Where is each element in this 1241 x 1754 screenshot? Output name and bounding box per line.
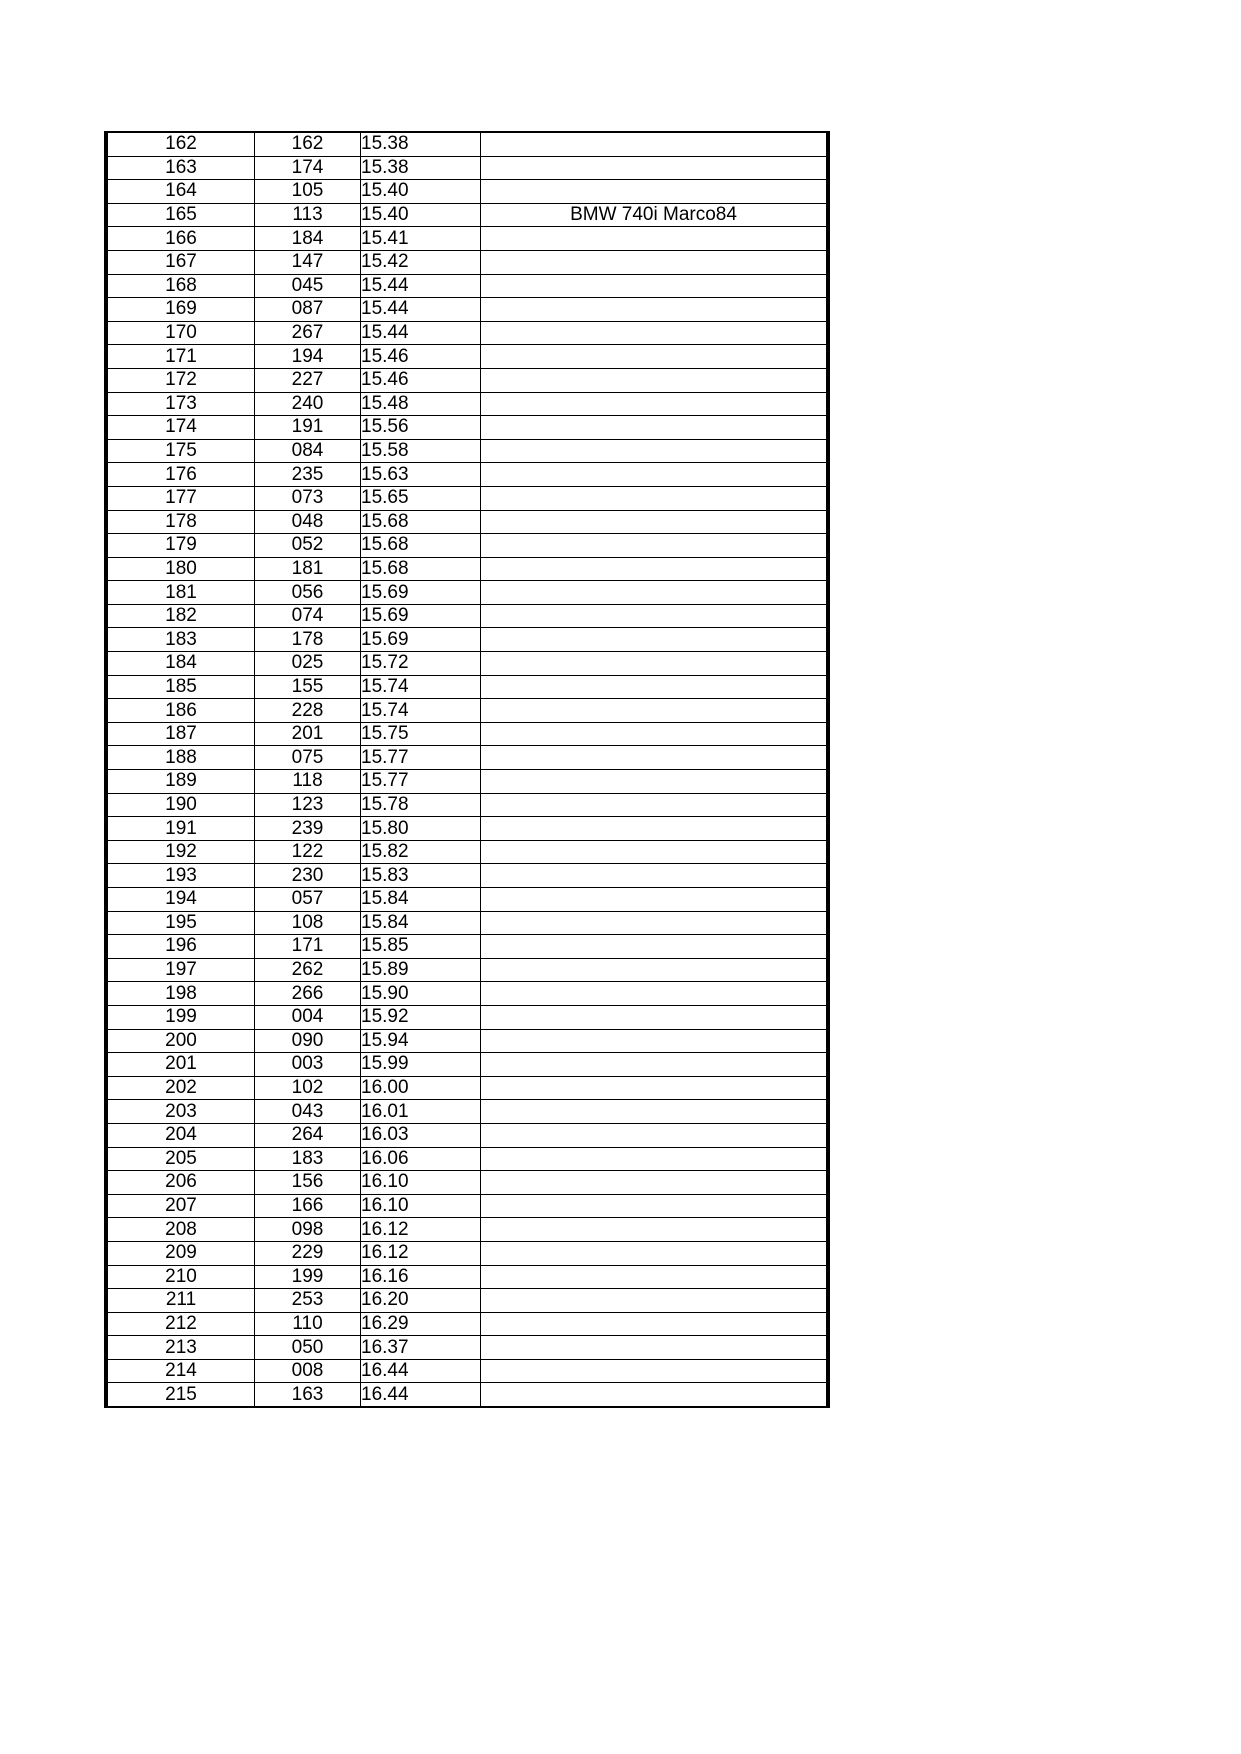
time-cell: 15.58 (361, 439, 481, 463)
table-row (106, 699, 828, 723)
id-cell: 084 (255, 439, 361, 463)
rank-cell: 187 (106, 722, 255, 746)
time-cell: 15.99 (361, 1053, 481, 1077)
id-cell: 122 (255, 840, 361, 864)
rank-cell: 200 (106, 1029, 255, 1053)
table-row (106, 1171, 828, 1195)
time-cell: 16.29 (361, 1312, 481, 1336)
table-row (106, 274, 828, 298)
id-cell: 199 (255, 1265, 361, 1289)
rank-cell: 197 (106, 958, 255, 982)
table-row (106, 604, 828, 628)
table-row (106, 463, 828, 487)
results-table-body (106, 132, 828, 1407)
table-row (106, 770, 828, 794)
time-cell: 15.75 (361, 722, 481, 746)
id-cell: 025 (255, 652, 361, 676)
rank-cell: 186 (106, 699, 255, 723)
note-cell (481, 746, 829, 770)
id-cell: 102 (255, 1076, 361, 1100)
note-cell (481, 510, 829, 534)
note-cell (481, 817, 829, 841)
table-row (106, 1336, 828, 1360)
time-cell: 15.83 (361, 864, 481, 888)
rank-cell: 199 (106, 1005, 255, 1029)
note-cell (481, 699, 829, 723)
time-cell: 15.77 (361, 770, 481, 794)
note-cell (481, 1218, 829, 1242)
time-cell: 15.78 (361, 793, 481, 817)
rank-cell: 204 (106, 1123, 255, 1147)
note-cell (481, 345, 829, 369)
rank-cell: 190 (106, 793, 255, 817)
rank-cell: 181 (106, 581, 255, 605)
table-row (106, 652, 828, 676)
note-cell (481, 1171, 829, 1195)
time-cell: 16.06 (361, 1147, 481, 1171)
rank-cell: 206 (106, 1171, 255, 1195)
note-cell (481, 1123, 829, 1147)
time-cell: 15.40 (361, 180, 481, 204)
table-row (106, 581, 828, 605)
table-row (106, 345, 828, 369)
id-cell: 253 (255, 1289, 361, 1313)
table-row (106, 1265, 828, 1289)
time-cell: 15.68 (361, 510, 481, 534)
table-row (106, 840, 828, 864)
time-cell: 15.68 (361, 557, 481, 581)
id-cell: 052 (255, 534, 361, 558)
time-cell: 16.01 (361, 1100, 481, 1124)
table-row (106, 321, 828, 345)
time-cell: 16.37 (361, 1336, 481, 1360)
note-cell (481, 722, 829, 746)
table-row (106, 1005, 828, 1029)
note-cell (481, 392, 829, 416)
table-row (106, 1194, 828, 1218)
note-cell (481, 1100, 829, 1124)
rank-cell: 166 (106, 227, 255, 251)
rank-cell: 168 (106, 274, 255, 298)
note-cell: BMW 740i Marco84 (481, 203, 829, 227)
rank-cell: 165 (106, 203, 255, 227)
note-cell (481, 486, 829, 510)
note-cell (481, 1383, 829, 1407)
table-row (106, 1100, 828, 1124)
rank-cell: 170 (106, 321, 255, 345)
table-row (106, 1053, 828, 1077)
rank-cell: 215 (106, 1383, 255, 1407)
rank-cell: 178 (106, 510, 255, 534)
time-cell: 15.72 (361, 652, 481, 676)
table-row (106, 628, 828, 652)
id-cell: 074 (255, 604, 361, 628)
id-cell: 240 (255, 392, 361, 416)
note-cell (481, 463, 829, 487)
rank-cell: 201 (106, 1053, 255, 1077)
id-cell: 266 (255, 982, 361, 1006)
table-row (106, 1241, 828, 1265)
id-cell: 008 (255, 1359, 361, 1383)
time-cell: 16.10 (361, 1171, 481, 1195)
id-cell: 050 (255, 1336, 361, 1360)
time-cell: 15.92 (361, 1005, 481, 1029)
table-row (106, 1123, 828, 1147)
id-cell: 075 (255, 746, 361, 770)
rank-cell: 171 (106, 345, 255, 369)
table-row (106, 203, 828, 227)
id-cell: 113 (255, 203, 361, 227)
note-cell (481, 652, 829, 676)
rank-cell: 195 (106, 911, 255, 935)
table-row (106, 888, 828, 912)
rank-cell: 209 (106, 1241, 255, 1265)
rank-cell: 212 (106, 1312, 255, 1336)
note-cell (481, 557, 829, 581)
note-cell (481, 1194, 829, 1218)
id-cell: 110 (255, 1312, 361, 1336)
table-row (106, 439, 828, 463)
rank-cell: 184 (106, 652, 255, 676)
note-cell (481, 982, 829, 1006)
rank-cell: 182 (106, 604, 255, 628)
rank-cell: 213 (106, 1336, 255, 1360)
note-cell (481, 274, 829, 298)
table-row (106, 722, 828, 746)
id-cell: 043 (255, 1100, 361, 1124)
note-cell (481, 439, 829, 463)
time-cell: 15.89 (361, 958, 481, 982)
note-cell (481, 864, 829, 888)
rank-cell: 202 (106, 1076, 255, 1100)
note-cell (481, 840, 829, 864)
id-cell: 087 (255, 298, 361, 322)
note-cell (481, 888, 829, 912)
id-cell: 166 (255, 1194, 361, 1218)
id-cell: 183 (255, 1147, 361, 1171)
note-cell (481, 770, 829, 794)
id-cell: 156 (255, 1171, 361, 1195)
rank-cell: 164 (106, 180, 255, 204)
id-cell: 105 (255, 180, 361, 204)
rank-cell: 179 (106, 534, 255, 558)
rank-cell: 208 (106, 1218, 255, 1242)
note-cell (481, 628, 829, 652)
id-cell: 228 (255, 699, 361, 723)
table-row (106, 1383, 828, 1407)
time-cell: 15.74 (361, 699, 481, 723)
note-cell (481, 298, 829, 322)
table-row (106, 1147, 828, 1171)
rank-cell: 169 (106, 298, 255, 322)
rank-cell: 205 (106, 1147, 255, 1171)
note-cell (481, 1147, 829, 1171)
table-row (106, 935, 828, 959)
note-cell (481, 156, 829, 180)
rank-cell: 191 (106, 817, 255, 841)
rank-cell: 207 (106, 1194, 255, 1218)
table-row (106, 982, 828, 1006)
note-cell (481, 675, 829, 699)
rank-cell: 183 (106, 628, 255, 652)
table-row (106, 1312, 828, 1336)
table-row (106, 392, 828, 416)
table-row (106, 958, 828, 982)
table-row (106, 746, 828, 770)
note-cell (481, 1053, 829, 1077)
table-row (106, 510, 828, 534)
id-cell: 264 (255, 1123, 361, 1147)
time-cell: 15.41 (361, 227, 481, 251)
time-cell: 15.38 (361, 156, 481, 180)
table-row (106, 1076, 828, 1100)
time-cell: 15.77 (361, 746, 481, 770)
time-cell: 16.12 (361, 1241, 481, 1265)
id-cell: 229 (255, 1241, 361, 1265)
table-row (106, 911, 828, 935)
rank-cell: 163 (106, 156, 255, 180)
rank-cell: 214 (106, 1359, 255, 1383)
table-row (106, 486, 828, 510)
time-cell: 16.44 (361, 1383, 481, 1407)
time-cell: 15.69 (361, 581, 481, 605)
id-cell: 201 (255, 722, 361, 746)
note-cell (481, 416, 829, 440)
time-cell: 16.03 (361, 1123, 481, 1147)
table-row (106, 368, 828, 392)
id-cell: 108 (255, 911, 361, 935)
note-cell (481, 581, 829, 605)
id-cell: 057 (255, 888, 361, 912)
rank-cell: 185 (106, 675, 255, 699)
id-cell: 003 (255, 1053, 361, 1077)
note-cell (481, 604, 829, 628)
table-row (106, 793, 828, 817)
time-cell: 15.90 (361, 982, 481, 1006)
note-cell (481, 1076, 829, 1100)
rank-cell: 172 (106, 368, 255, 392)
time-cell: 15.48 (361, 392, 481, 416)
note-cell (481, 958, 829, 982)
table-row (106, 534, 828, 558)
time-cell: 15.56 (361, 416, 481, 440)
time-cell: 15.74 (361, 675, 481, 699)
id-cell: 184 (255, 227, 361, 251)
note-cell (481, 132, 829, 156)
id-cell: 235 (255, 463, 361, 487)
id-cell: 171 (255, 935, 361, 959)
id-cell: 004 (255, 1005, 361, 1029)
table-row (106, 132, 828, 156)
table-row (106, 817, 828, 841)
rank-cell: 177 (106, 486, 255, 510)
time-cell: 15.44 (361, 298, 481, 322)
time-cell: 15.44 (361, 321, 481, 345)
rank-cell: 173 (106, 392, 255, 416)
note-cell (481, 1289, 829, 1313)
rank-cell: 193 (106, 864, 255, 888)
id-cell: 048 (255, 510, 361, 534)
note-cell (481, 321, 829, 345)
table-row (106, 416, 828, 440)
note-cell (481, 911, 829, 935)
id-cell: 262 (255, 958, 361, 982)
rank-cell: 180 (106, 557, 255, 581)
time-cell: 15.69 (361, 628, 481, 652)
id-cell: 073 (255, 486, 361, 510)
note-cell (481, 1241, 829, 1265)
rank-cell: 175 (106, 439, 255, 463)
time-cell: 16.10 (361, 1194, 481, 1218)
table-row (106, 864, 828, 888)
rank-cell: 192 (106, 840, 255, 864)
id-cell: 230 (255, 864, 361, 888)
note-cell (481, 935, 829, 959)
note-cell (481, 180, 829, 204)
note-cell (481, 1005, 829, 1029)
rank-cell: 196 (106, 935, 255, 959)
note-cell (481, 1312, 829, 1336)
note-cell (481, 1029, 829, 1053)
rank-cell: 194 (106, 888, 255, 912)
time-cell: 15.68 (361, 534, 481, 558)
rank-cell: 203 (106, 1100, 255, 1124)
id-cell: 194 (255, 345, 361, 369)
rank-cell: 167 (106, 250, 255, 274)
id-cell: 267 (255, 321, 361, 345)
table-row (106, 1289, 828, 1313)
table-row (106, 156, 828, 180)
time-cell: 16.20 (361, 1289, 481, 1313)
id-cell: 147 (255, 250, 361, 274)
time-cell: 16.12 (361, 1218, 481, 1242)
time-cell: 15.44 (361, 274, 481, 298)
time-cell: 15.38 (361, 132, 481, 156)
time-cell: 15.85 (361, 935, 481, 959)
table-row (106, 675, 828, 699)
rank-cell: 210 (106, 1265, 255, 1289)
note-cell (481, 1336, 829, 1360)
time-cell: 15.84 (361, 911, 481, 935)
id-cell: 045 (255, 274, 361, 298)
rank-cell: 174 (106, 416, 255, 440)
id-cell: 174 (255, 156, 361, 180)
id-cell: 239 (255, 817, 361, 841)
id-cell: 056 (255, 581, 361, 605)
time-cell: 15.63 (361, 463, 481, 487)
rank-cell: 176 (106, 463, 255, 487)
note-cell (481, 1265, 829, 1289)
id-cell: 181 (255, 557, 361, 581)
table-row (106, 180, 828, 204)
time-cell: 15.46 (361, 368, 481, 392)
time-cell: 16.16 (361, 1265, 481, 1289)
note-cell (481, 250, 829, 274)
table-row (106, 1359, 828, 1383)
table-row (106, 1029, 828, 1053)
time-cell: 15.65 (361, 486, 481, 510)
note-cell (481, 534, 829, 558)
table-row (106, 1218, 828, 1242)
id-cell: 155 (255, 675, 361, 699)
time-cell: 15.42 (361, 250, 481, 274)
rank-cell: 162 (106, 132, 255, 156)
id-cell: 178 (255, 628, 361, 652)
id-cell: 123 (255, 793, 361, 817)
rank-cell: 211 (106, 1289, 255, 1313)
note-cell (481, 1359, 829, 1383)
time-cell: 15.80 (361, 817, 481, 841)
time-cell: 15.69 (361, 604, 481, 628)
id-cell: 163 (255, 1383, 361, 1407)
id-cell: 227 (255, 368, 361, 392)
id-cell: 118 (255, 770, 361, 794)
time-cell: 15.46 (361, 345, 481, 369)
time-cell: 15.82 (361, 840, 481, 864)
note-cell (481, 793, 829, 817)
table-row (106, 557, 828, 581)
id-cell: 090 (255, 1029, 361, 1053)
rank-cell: 189 (106, 770, 255, 794)
results-table (104, 131, 830, 1408)
table-row (106, 298, 828, 322)
table-row (106, 227, 828, 251)
rank-cell: 188 (106, 746, 255, 770)
time-cell: 16.44 (361, 1359, 481, 1383)
note-cell (481, 368, 829, 392)
rank-cell: 198 (106, 982, 255, 1006)
table-row (106, 250, 828, 274)
time-cell: 16.00 (361, 1076, 481, 1100)
note-cell (481, 227, 829, 251)
time-cell: 15.94 (361, 1029, 481, 1053)
time-cell: 15.40 (361, 203, 481, 227)
id-cell: 162 (255, 132, 361, 156)
id-cell: 098 (255, 1218, 361, 1242)
time-cell: 15.84 (361, 888, 481, 912)
id-cell: 191 (255, 416, 361, 440)
